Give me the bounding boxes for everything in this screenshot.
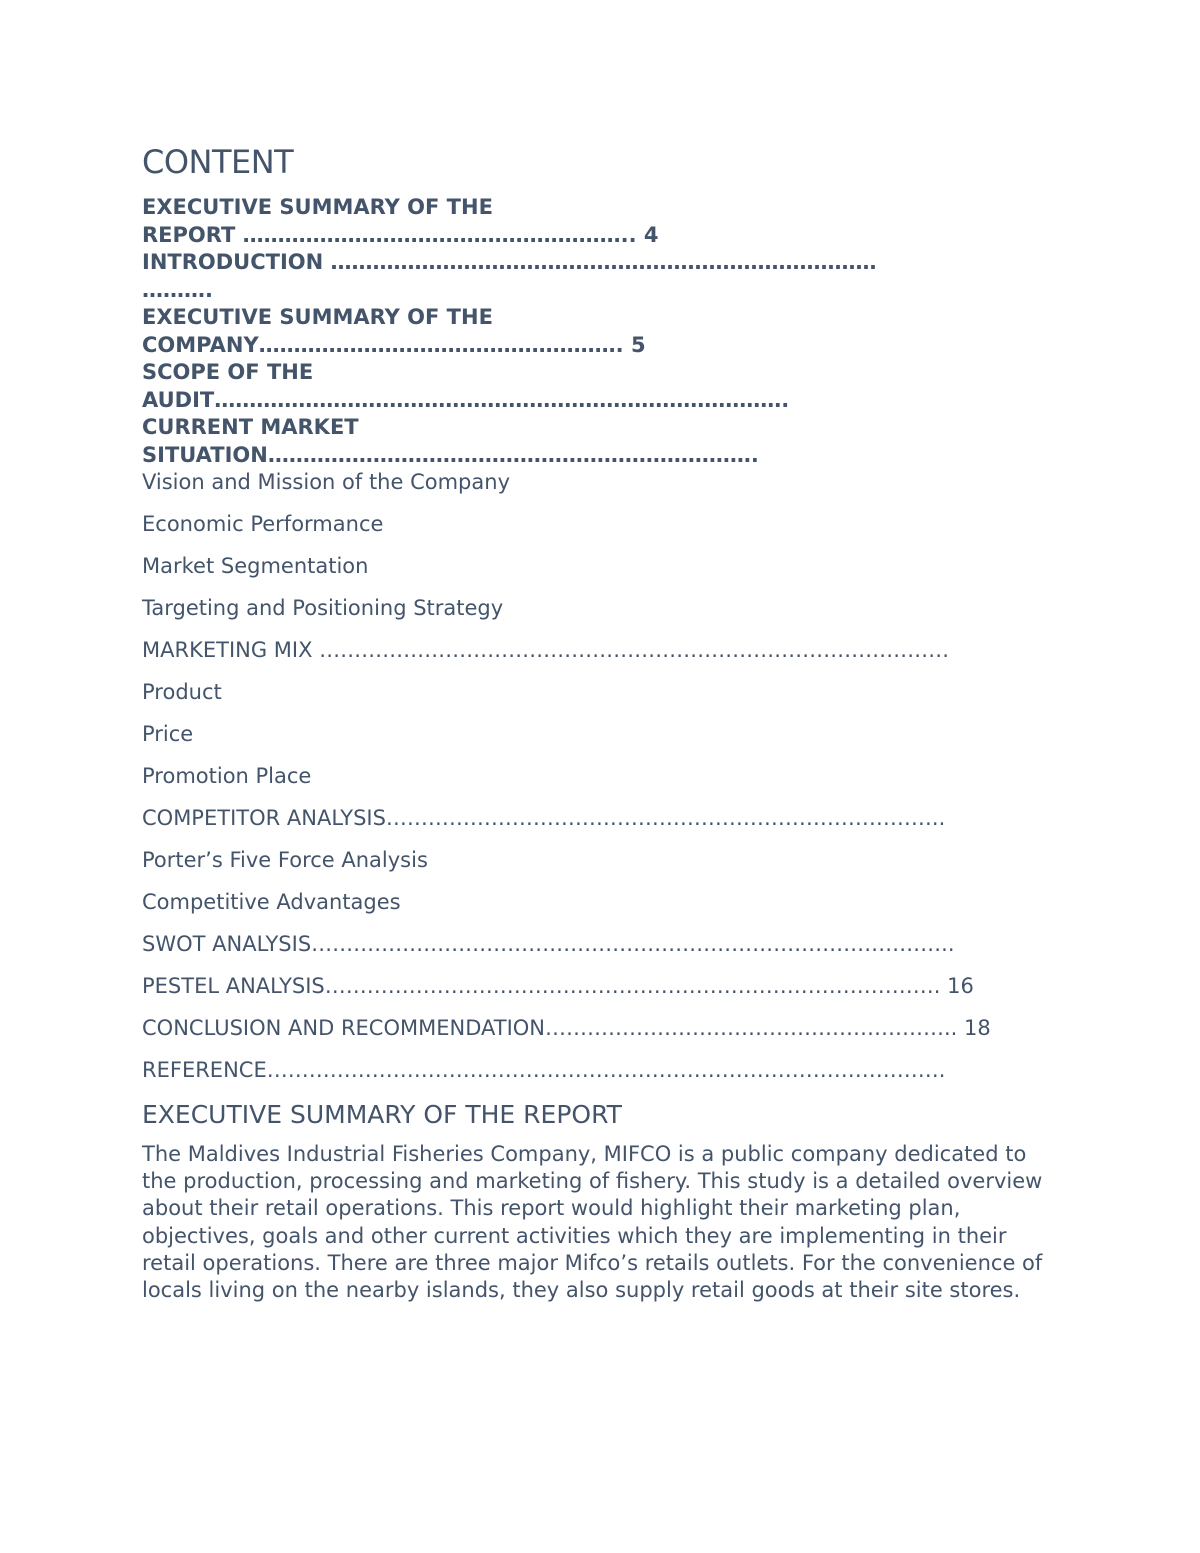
toc-entry-porters-five-force[interactable]: Porter’s Five Force Analysis [142, 848, 428, 872]
toc-title: CONTENT [142, 143, 294, 181]
toc-entry-executive-summary-company[interactable] [142, 304, 1062, 359]
toc-entry-swot-analysis[interactable]: SWOT ANALYSIS……………………………………………………………………………….. [142, 932, 955, 956]
toc-entry-current-market-situation[interactable] [142, 414, 1062, 469]
toc-entry-competitive-advantages[interactable]: Competitive Advantages [142, 890, 401, 914]
toc-entry-reference[interactable]: REFERENCE……………………………………………………………………………………. [142, 1058, 946, 1082]
toc-entry-conclusion-recommendation[interactable]: CONCLUSION AND RECOMMENDATION………………………………………………….. 18 [142, 1016, 991, 1040]
toc-entry-introduction[interactable] [142, 249, 1062, 304]
toc-entry-line: SCOPE OF THE [142, 360, 314, 384]
toc-entry-market-segmentation[interactable]: Market Segmentation [142, 554, 369, 578]
document-page [142, 140, 1062, 1304]
toc-entry-line: ………. [142, 277, 213, 302]
toc-entry-line: SITUATION……………………………………………………………. [142, 442, 759, 467]
toc-entry-scope-of-audit[interactable] [142, 359, 1062, 414]
toc-entry-vision-mission[interactable]: Vision and Mission of the Company [142, 470, 510, 494]
toc-entry-line: AUDIT………………………………………………………………………. [142, 387, 790, 412]
section-paragraph: The Maldives Industrial Fisheries Company, MIFCO is a public company dedicated to the production, processing and marketing of fishery. This study is a detailed overview about their retail operations. This report would highlight their marketing plan, objectives, goals and other current activities which they are implementing in their retail operations. There are three major Mifco’s retails outlets. For the convenience of locals living on the nearby islands, they also supply retail goods at their site stores. [142, 1142, 1043, 1303]
toc-entry-executive-summary-report[interactable] [142, 194, 1062, 249]
toc-entry-targeting-positioning[interactable]: Targeting and Positioning Strategy [142, 596, 504, 620]
toc-entry-line: INTRODUCTION …………………………………………………………………… [142, 250, 877, 274]
toc-entry-line: REPORT ……………………………………………….. 4 [142, 222, 659, 247]
toc-entry-product[interactable]: Product [142, 680, 222, 704]
toc-entry-economic-performance[interactable]: Economic Performance [142, 512, 384, 536]
section-heading: EXECUTIVE SUMMARY OF THE REPORT [142, 1100, 622, 1129]
toc-entry-line: EXECUTIVE SUMMARY OF THE [142, 195, 493, 219]
toc-entries [142, 469, 1062, 1084]
toc-entry-promotion-place[interactable]: Promotion Place [142, 764, 312, 788]
toc-entry-pestel-analysis[interactable]: PESTEL ANALYSIS……………………………………………………………………………. 16 [142, 974, 974, 998]
toc-entry-price[interactable]: Price [142, 722, 194, 746]
toc-bold-entries [142, 194, 1062, 469]
toc-entry-line: CURRENT MARKET [142, 415, 359, 439]
toc-entry-marketing-mix[interactable]: MARKETING MIX ……………………………………………………………………………… [142, 638, 950, 662]
toc-entry-line: EXECUTIVE SUMMARY OF THE [142, 305, 493, 329]
toc-entry-line: COMPANY……………………………………………. 5 [142, 332, 646, 357]
toc-entry-competitor-analysis[interactable]: COMPETITOR ANALYSIS…………………………………………………………………….. [142, 806, 946, 830]
